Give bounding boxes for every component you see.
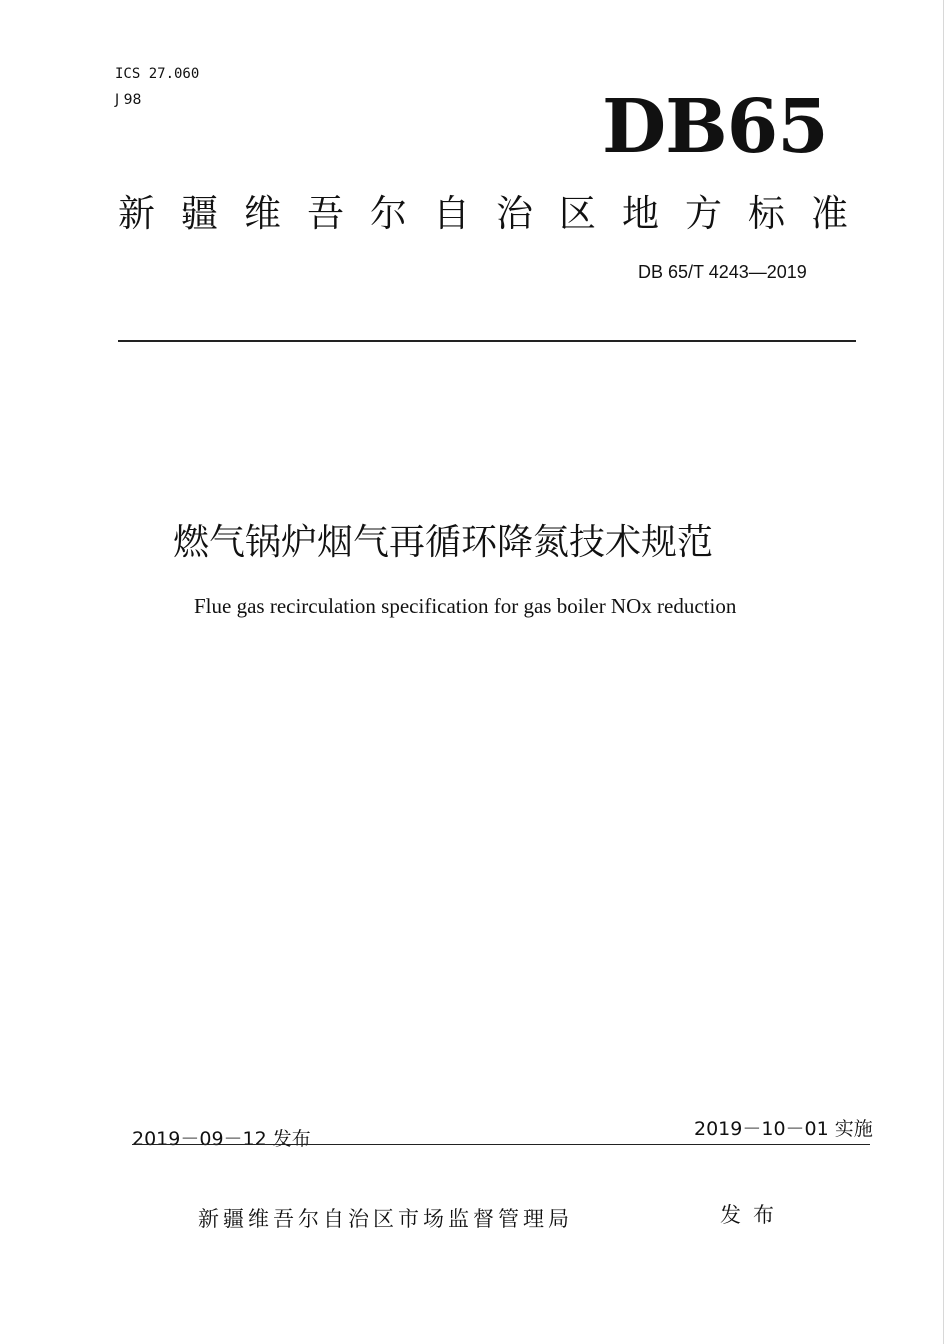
ccs-code: J 98	[115, 92, 142, 108]
ics-code: ICS 27.060	[115, 66, 200, 82]
title-chinese: 燃气锅炉烟气再循环降氮技术规范	[173, 522, 714, 563]
standard-type: 新疆维吾尔自治区地方标准	[118, 192, 874, 235]
header-divider	[118, 340, 856, 342]
scan-edge-line	[943, 0, 944, 1344]
implementation-date: 2019－10－01 实施	[694, 1118, 873, 1140]
issue-date: 2019－09－12 发布	[132, 1128, 311, 1150]
footer-divider	[132, 1144, 870, 1145]
issuing-authority: 新疆维吾尔自治区市场监督管理局	[198, 1207, 573, 1231]
title-english: Flue gas recirculation specification for gas boiler NOx reduction	[194, 594, 737, 618]
standard-logo: DB65	[602, 84, 828, 170]
standard-number: DB 65/T 4243—2019	[638, 262, 807, 282]
publish-label: 发布	[720, 1203, 786, 1227]
